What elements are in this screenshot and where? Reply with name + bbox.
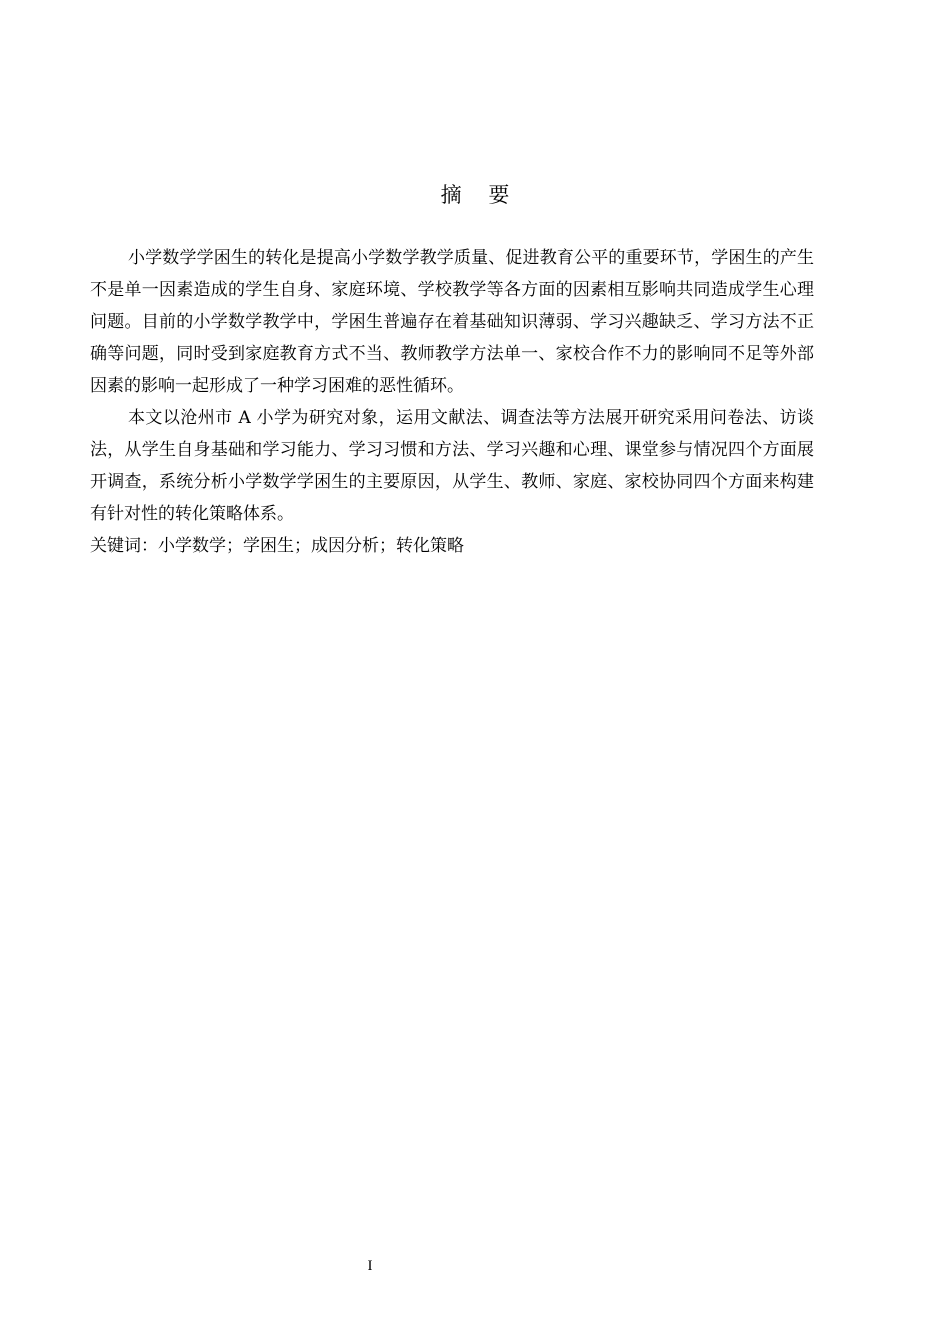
keywords-label: 关键词： [90,536,158,556]
abstract-paragraph-2: 本文以沧州市 A 小学为研究对象，运用文献法、调查法等方法展开研究采用问卷法、访谈法，从学生自身基础和学习能力、学习习惯和方法、学习兴趣和心理、课堂参与情况四个方面展开调查，系统分析小学数学学困生的主要原因，从学生、教师、家庭、家校协同四个方面来构建有针对性的转化策略体系。 [90,408,814,524]
page-number: I [367,1258,373,1274]
keywords-line [90,530,814,562]
keywords-text: 小学数学；学困生；成因分析；转化策略 [158,536,464,556]
abstract-body [90,242,814,562]
abstract-title: 摘 要 [440,183,520,207]
abstract-paragraph-1: 小学数学学困生的转化是提高小学数学教学质量、促进教育公平的重要环节，学困生的产生不是单一因素造成的学生自身、家庭环境、学校教学等各方面的因素相互影响共同造成学生心理问题。目前的小学数学教学中，学困生普遍存在着基础知识薄弱、学习兴趣缺乏、学习方法不正确等问题，同时受到家庭教育方式不当、教师教学方法单一、家校合作不力的影响同不足等外部因素的影响一起形成了一种学习困难的恶性循环。 [90,248,814,396]
